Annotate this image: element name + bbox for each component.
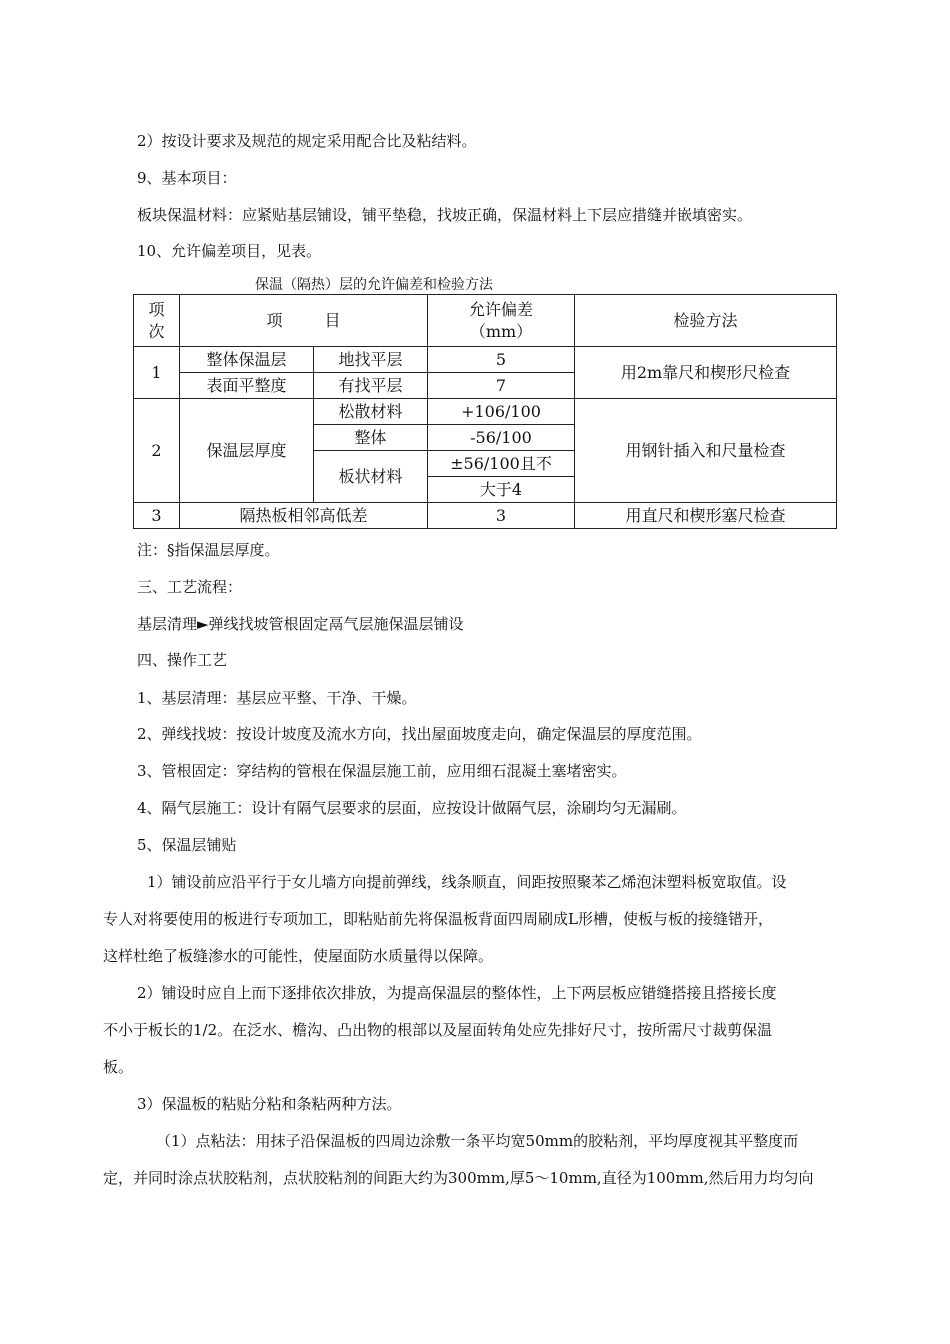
cell-tolerance: -56/100 (428, 425, 575, 451)
cell-tolerance: 大于4 (428, 477, 575, 503)
cell-method: 用钢针插入和尺量检查 (575, 399, 837, 503)
paragraph: 2）按设计要求及规范的规定采用配合比及粘结料。 (137, 132, 477, 150)
cell-tolerance: 5 (428, 347, 575, 373)
table-row (134, 503, 837, 529)
cell-subitem: 整体 (314, 425, 428, 451)
cell-method: 用直尺和楔形塞尺检查 (575, 503, 837, 529)
table-header-row (134, 295, 837, 347)
row-number: 3 (134, 503, 180, 529)
section-heading: 三、工艺流程： (137, 578, 243, 596)
cell-tolerance: 3 (428, 503, 575, 529)
paragraph: 5、保温层铺贴 (137, 836, 237, 854)
cell-item: 保温层厚度 (180, 399, 314, 503)
tolerance-table (133, 294, 837, 529)
paragraph: 不小于板长的1/2。在泛水、檐沟、凸出物的根部以及屋面转角处应先排好尺寸，按所需尺寸裁剪保温 (103, 1021, 773, 1039)
table-row (134, 399, 837, 425)
header-tolerance: 允许偏差 （mm） (428, 295, 575, 347)
paragraph: 4、隔气层施工：设计有隔气层要求的层面，应按设计做隔气层，涂刷均匀无漏刷。 (137, 799, 687, 817)
header-number: 项 次 (134, 295, 180, 347)
header-item: 项 目 (180, 295, 428, 347)
paragraph: 板。 (103, 1058, 134, 1076)
paragraph: 2、弹线找坡：按设计坡度及流水方向，找出屋面坡度走向，确定保温层的厚度范围。 (137, 725, 702, 743)
table-row (134, 347, 837, 373)
cell-subitem: 地找平层 (314, 347, 428, 373)
paragraph: 9、基本项目： (137, 169, 237, 187)
paragraph: （1）点粘法：用抹子沿保温板的四周边涂敷一条平均宽50mm的胶粘剂，平均厚度视其平整度而 (156, 1132, 799, 1150)
cell-subitem: 松散材料 (314, 399, 428, 425)
cell-tolerance: +106/100 (428, 399, 575, 425)
cell-item: 表面平整度 (180, 373, 314, 399)
row-number: 2 (134, 399, 180, 503)
cell-subitem: 板状材料 (314, 451, 428, 503)
paragraph: 定，并同时涂点状胶粘剂，点状胶粘剂的间距大约为300mm,厚5〜10mm,直径为100mm,然后用力均匀向 (103, 1169, 814, 1187)
process-flow: 基层清理►弹线找坡管根固定鬲气层施保温层铺设 (137, 615, 464, 633)
table-caption: 保温（隔热）层的允许偏差和检验方法 (255, 277, 493, 293)
cell-item: 整体保温层 (180, 347, 314, 373)
cell-subitem: 有找平层 (314, 373, 428, 399)
paragraph: 2）铺设时应自上而下逐排依次排放，为提高保温层的整体性，上下两层板应错缝搭接且搭接长度 (137, 984, 777, 1002)
cell-tolerance: ±56/100且不 (428, 451, 575, 477)
paragraph: 板块保温材料：应紧贴基层铺设，铺平垫稳，找坡正确，保温材料上下层应措缝并嵌填密实。 (137, 206, 753, 224)
paragraph: 3）保温板的粘贴分粘和条粘两种方法。 (137, 1095, 402, 1113)
row-number: 1 (134, 347, 180, 399)
note: 注：§指保温层厚度。 (137, 541, 280, 559)
cell-method: 用2m靠尺和楔形尺检查 (575, 347, 837, 399)
paragraph: 1、基层清理：基层应平整、干净、干燥。 (137, 689, 417, 707)
section-heading: 四、操作工艺 (137, 651, 228, 669)
paragraph: 1）铺设前应沿平行于女儿墙方向提前弹线，线条顺直，间距按照聚苯乙烯泡沫塑料板宽取值。设 (147, 873, 787, 891)
paragraph: 这样杜绝了板缝渗水的可能性，使屋面防水质量得以保障。 (103, 947, 494, 965)
cell-item: 隔热板相邻高低差 (180, 503, 428, 529)
cell-tolerance: 7 (428, 373, 575, 399)
header-method: 检验方法 (575, 295, 837, 347)
paragraph: 3、管根固定：穿结构的管根在保温层施工前，应用细石混凝土塞堵密实。 (137, 762, 627, 780)
paragraph: 10、允许偏差项目，见表。 (137, 242, 322, 260)
paragraph: 专人对将要使用的板进行专项加工，即粘贴前先将保温板背面四周刷成L形槽，使板与板的接缝错开， (103, 910, 773, 928)
